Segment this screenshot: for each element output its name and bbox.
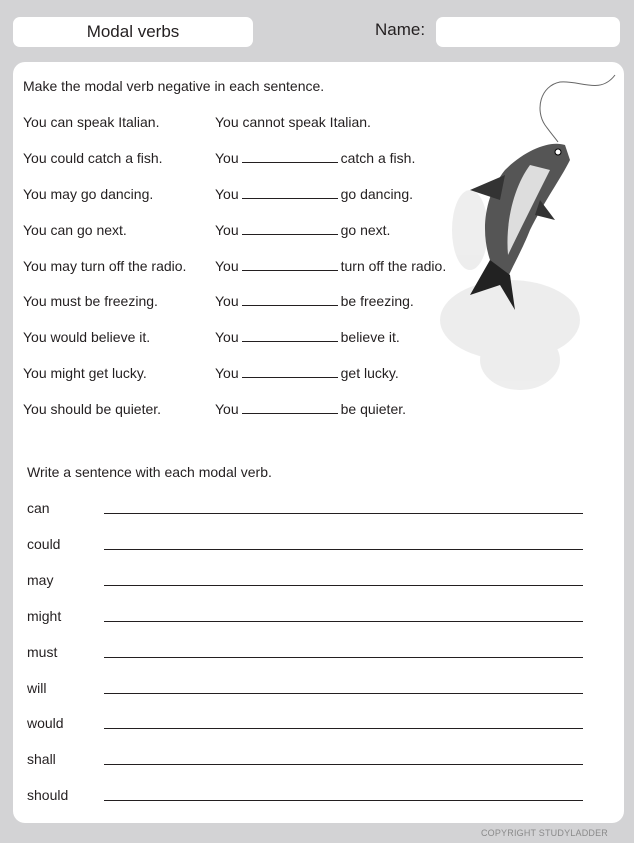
name-field[interactable]: [436, 17, 620, 47]
answer-blank[interactable]: [242, 186, 338, 199]
modal-verb-label: might: [27, 607, 62, 624]
sentence-prefix: You: [215, 365, 239, 381]
modal-verb-label: will: [27, 679, 47, 696]
negative-sentence-row: [215, 258, 446, 274]
worksheet-title-box: [13, 17, 253, 47]
sentence-suffix: turn off the radio.: [340, 258, 447, 274]
original-sentence: You must be freezing.: [23, 293, 158, 309]
sentence-suffix: be freezing.: [340, 293, 414, 309]
sentence-suffix: believe it.: [340, 329, 400, 345]
answer-blank[interactable]: [242, 258, 338, 271]
modal-verb-label: may: [27, 571, 54, 588]
example-answer: You cannot speak Italian.: [215, 114, 371, 130]
negative-sentence-row: [215, 365, 399, 381]
original-sentence: You can go next.: [23, 222, 127, 238]
negative-sentence-row: [215, 186, 413, 202]
copyright-text: COPYRIGHT STUDYLADDER: [480, 828, 608, 838]
modal-verb-label: can: [27, 500, 50, 516]
negative-sentence-row: [215, 293, 414, 309]
answer-blank[interactable]: [242, 401, 338, 414]
answer-blank[interactable]: [242, 222, 338, 235]
answer-blank[interactable]: [242, 365, 338, 378]
sentence-suffix: be quieter.: [340, 401, 407, 417]
sentence-suffix: go dancing.: [340, 186, 414, 202]
modal-verb-label: should: [27, 787, 69, 804]
writing-line[interactable]: [104, 728, 583, 729]
writing-line[interactable]: [104, 585, 583, 586]
sentence-prefix: You: [215, 329, 239, 345]
part2-instruction: Write a sentence with each modal verb.: [27, 464, 272, 480]
sentence-suffix: get lucky.: [340, 365, 399, 381]
original-sentence: You would believe it.: [23, 329, 151, 345]
jumping-fish-illustration: [430, 70, 620, 400]
original-sentence: You may go dancing.: [23, 186, 154, 202]
negative-sentence-row: [215, 401, 406, 417]
writing-line[interactable]: [104, 549, 583, 550]
answer-blank[interactable]: [242, 150, 338, 163]
answer-blank[interactable]: [242, 329, 338, 342]
writing-line[interactable]: [104, 621, 583, 622]
negative-sentence-row: [215, 222, 390, 238]
sentence-suffix: catch a fish.: [340, 150, 416, 166]
name-label: Name:: [375, 20, 426, 39]
sentence-prefix: You: [215, 222, 239, 238]
original-sentence: You should be quieter.: [23, 401, 162, 417]
sentence-prefix: You: [215, 258, 239, 274]
sentence-prefix: You: [215, 293, 239, 309]
modal-verb-label: could: [27, 535, 61, 552]
sentence-suffix: go next.: [340, 222, 391, 238]
negative-sentence-row: [215, 150, 415, 166]
original-sentence: You could catch a fish.: [23, 150, 163, 166]
modal-verb-label: would: [27, 715, 64, 732]
part1-instruction: Make the modal verb negative in each sentence.: [23, 78, 325, 94]
writing-line[interactable]: [104, 513, 583, 514]
writing-line[interactable]: [104, 657, 583, 658]
writing-line[interactable]: [104, 693, 583, 694]
example-sentence: You can speak Italian.: [23, 114, 160, 130]
sentence-prefix: You: [215, 186, 239, 202]
sentence-prefix: You: [215, 401, 239, 417]
modal-verb-label: shall: [27, 751, 56, 768]
answer-blank[interactable]: [242, 293, 338, 306]
worksheet-title: Modal verbs: [86, 22, 180, 41]
sentence-prefix: You: [215, 150, 239, 166]
original-sentence: You may turn off the radio.: [23, 258, 187, 274]
writing-line[interactable]: [104, 764, 583, 765]
writing-line[interactable]: [104, 800, 583, 801]
original-sentence: You might get lucky.: [23, 365, 147, 381]
modal-verb-label: must: [27, 643, 58, 660]
negative-sentence-row: [215, 329, 400, 345]
